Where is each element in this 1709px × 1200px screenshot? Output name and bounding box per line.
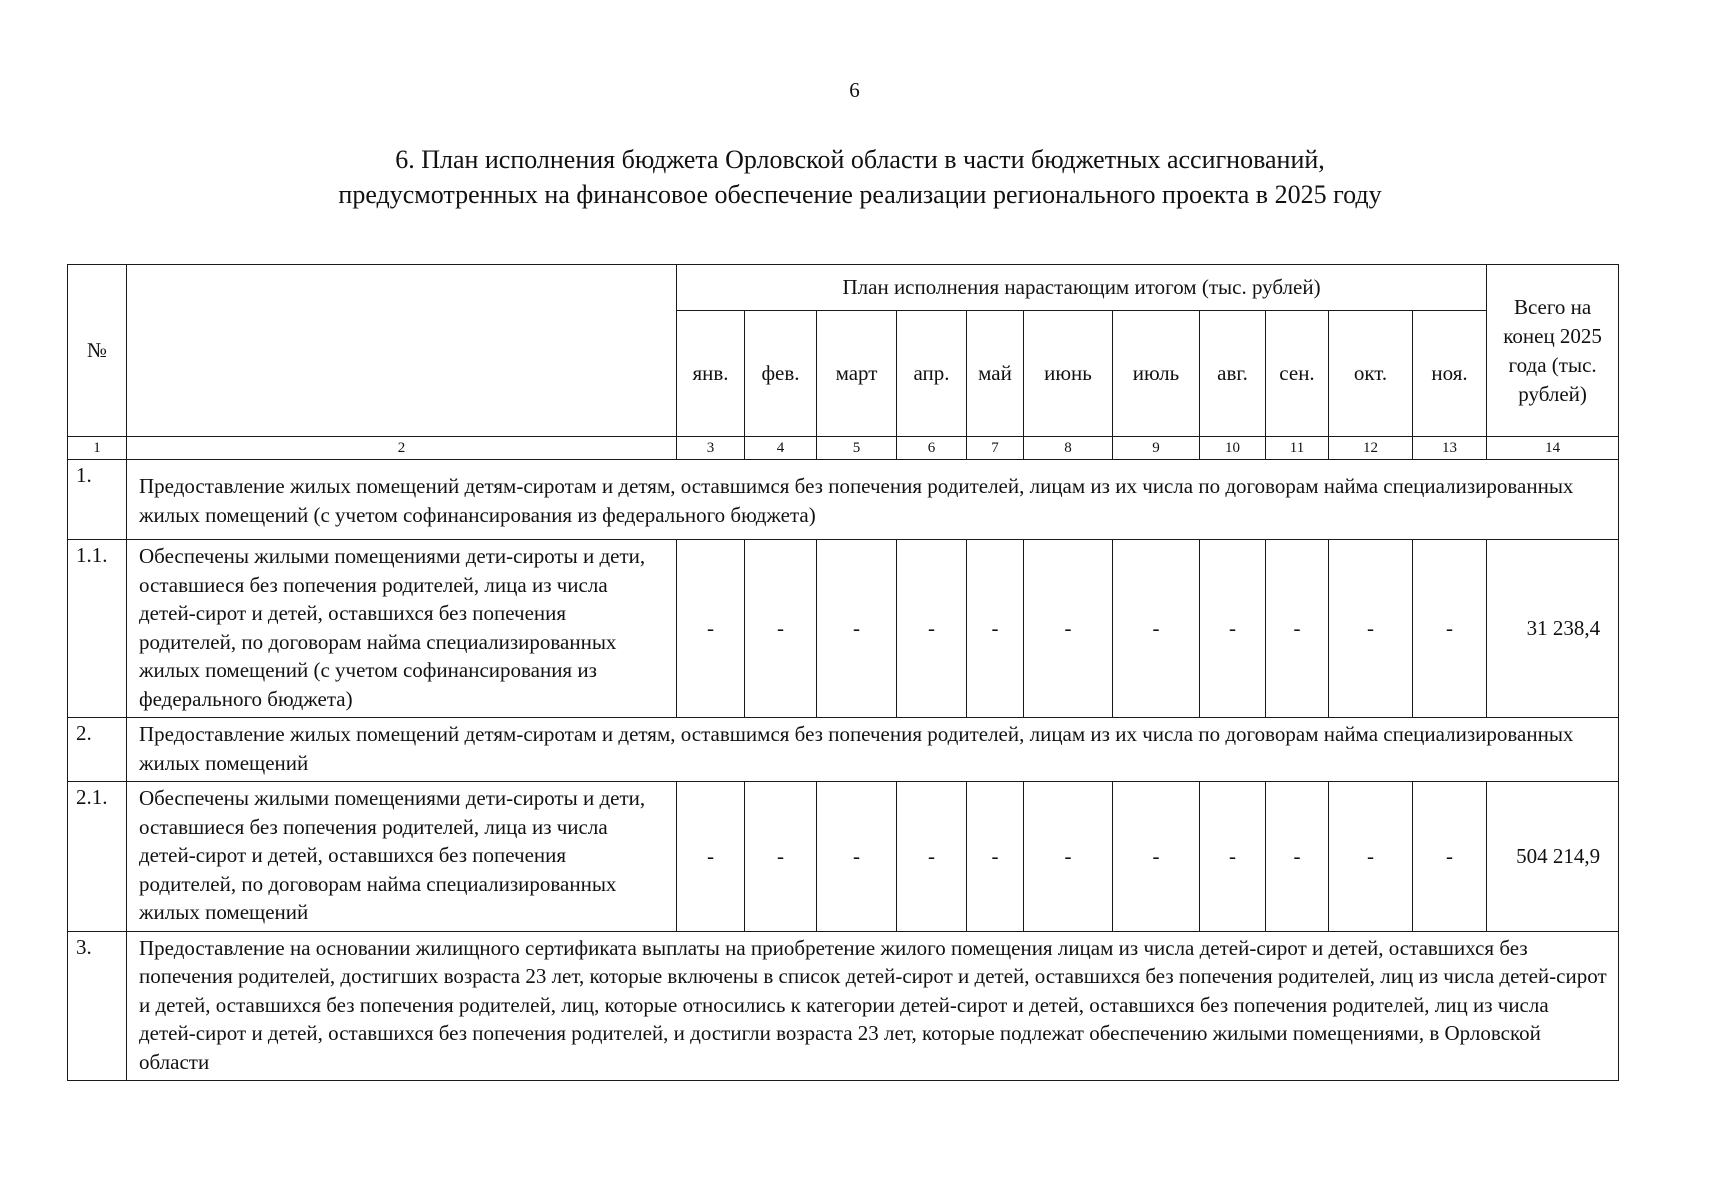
- column-index: 13: [1413, 437, 1487, 460]
- row-number: 1.: [68, 460, 127, 540]
- month-value: -: [1200, 782, 1266, 932]
- header-month: сен.: [1266, 311, 1329, 437]
- month-value: -: [745, 782, 817, 932]
- section-title-line-2: предусмотренных на финансовое обеспечение реализации регионального проекта в 2025 году: [338, 180, 1382, 209]
- header-total-label: Всего на конец 2025 года (тыс. рублей): [1487, 265, 1619, 437]
- header-month: июнь: [1024, 311, 1113, 437]
- month-value: -: [1329, 540, 1413, 718]
- column-index: 10: [1200, 437, 1266, 460]
- month-value: -: [745, 540, 817, 718]
- column-index: 12: [1329, 437, 1413, 460]
- header-month: март: [817, 311, 897, 437]
- month-value: -: [897, 782, 967, 932]
- column-index: 3: [677, 437, 745, 460]
- month-value: -: [1024, 540, 1113, 718]
- month-value: -: [1113, 540, 1200, 718]
- row-number: 2.: [68, 718, 127, 782]
- month-value: -: [1266, 782, 1329, 932]
- month-value: -: [967, 782, 1024, 932]
- row-description: Предоставление жилых помещений детям-сиротам и детям, оставшимся без попечения родителей, лицам из их числа по договорам найма специализированных жилых помещений (с учетом софинансирования из федерального бюджета): [127, 460, 1619, 540]
- row-total: 31 238,4: [1487, 540, 1619, 718]
- column-index: 1: [68, 437, 127, 460]
- month-value: -: [677, 782, 745, 932]
- header-month: май: [967, 311, 1024, 437]
- section-title-line-1: 6. План исполнения бюджета Орловской области в части бюджетных ассигнований,: [395, 145, 1325, 174]
- row-number: 2.1.: [68, 782, 127, 932]
- month-value: -: [817, 540, 897, 718]
- month-value: -: [1329, 782, 1413, 932]
- column-index: 7: [967, 437, 1024, 460]
- header-month: янв.: [677, 311, 745, 437]
- row-description: Предоставление на основании жилищного сертификата выплаты на приобретение жилого помещения лицам из числа детей-сирот и детей, оставшихся без попечения родителей, достигших возраста 23 лет, которые включены в список детей-сирот и детей, оставшихся без попечения родителей, лиц из числа детей-сирот и детей, оставшихся без попечения родителей, лиц, которые относились к категории детей-сирот и детей, оставшихся без попечения родителей, лиц из числа детей-сирот и детей, оставшихся без попечения родителей, и достигли возраста 23 лет, которые подлежат обеспечению жилыми помещениями, в Орловской области: [127, 931, 1619, 1081]
- month-value: -: [1413, 540, 1487, 718]
- table-row-result: [68, 540, 1619, 718]
- table-row-result: [68, 782, 1619, 932]
- row-number: 3.: [68, 931, 127, 1081]
- row-total: 504 214,9: [1487, 782, 1619, 932]
- column-index: 14: [1487, 437, 1619, 460]
- section-title: [150, 142, 1570, 212]
- budget-plan-table: [67, 264, 1619, 1081]
- month-value: -: [897, 540, 967, 718]
- row-description: Обеспечены жилыми помещениями дети-сироты и дети, оставшиеся без попечения родителей, лица из числа детей-сирот и детей, оставшихся без попечения родителей, по договорам найма специализированных жилых помещений: [127, 782, 677, 932]
- month-value: -: [1113, 782, 1200, 932]
- table-row-section: [68, 460, 1619, 540]
- column-index-row: [68, 437, 1619, 460]
- column-index: 9: [1113, 437, 1200, 460]
- month-value: -: [1413, 782, 1487, 932]
- month-value: -: [1024, 782, 1113, 932]
- table-row-section: [68, 931, 1619, 1081]
- row-description: Предоставление жилых помещений детям-сиротам и детям, оставшимся без попечения родителей, лицам из их числа по договорам найма специализированных жилых помещений: [127, 718, 1619, 782]
- header-month: окт.: [1329, 311, 1413, 437]
- header-month: июль: [1113, 311, 1200, 437]
- column-index: 8: [1024, 437, 1113, 460]
- table-header-row-1: [68, 265, 1619, 311]
- column-index: 11: [1266, 437, 1329, 460]
- column-index: 6: [897, 437, 967, 460]
- header-month: ноя.: [1413, 311, 1487, 437]
- column-index: 4: [745, 437, 817, 460]
- header-month: апр.: [897, 311, 967, 437]
- column-index: 5: [817, 437, 897, 460]
- month-value: -: [967, 540, 1024, 718]
- header-plan-label: План исполнения нарастающим итогом (тыс. рублей): [677, 265, 1487, 311]
- header-month: авг.: [1200, 311, 1266, 437]
- table-row-section: [68, 718, 1619, 782]
- page-number: 6: [849, 78, 860, 102]
- month-value: -: [677, 540, 745, 718]
- row-number: 1.1.: [68, 540, 127, 718]
- month-value: -: [1200, 540, 1266, 718]
- header-month: фев.: [745, 311, 817, 437]
- month-value: -: [1266, 540, 1329, 718]
- row-description: Обеспечены жилыми помещениями дети-сироты и дети, оставшиеся без попечения родителей, лица из числа детей-сирот и детей, оставшихся без попечения родителей, по договорам найма специализированных жилых помещений (с учетом софинансирования из федерального бюджета): [127, 540, 677, 718]
- header-description: [127, 265, 677, 437]
- header-number: №: [68, 265, 127, 437]
- column-index: 2: [127, 437, 677, 460]
- month-value: -: [817, 782, 897, 932]
